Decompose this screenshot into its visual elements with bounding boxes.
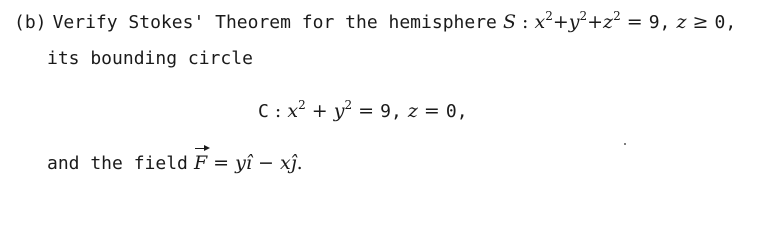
surface-equation: S : $x^2+y^2+z^2 = 9$, z ≥ 0, bbox=[502, 9, 737, 33]
curve-equation: C : $x^2 + y^2 = 9$, z = 0, bbox=[258, 98, 468, 122]
field-statement: and the field bbox=[47, 153, 188, 174]
problem-line-1 bbox=[14, 10, 736, 35]
problem-statement: Verify Stokes' Theorem for the hemisphere bbox=[52, 12, 497, 33]
problem-line-4 bbox=[47, 151, 303, 176]
field-equation: F = yî − xĵ. bbox=[193, 152, 303, 174]
problem-label: (b) bbox=[14, 12, 47, 33]
curve-symbol: C bbox=[258, 101, 269, 122]
vector-F: F bbox=[193, 152, 208, 174]
surface-symbol: S bbox=[502, 11, 516, 33]
scan-speck bbox=[624, 143, 626, 145]
problem-line-2: its bounding circle bbox=[47, 48, 253, 69]
